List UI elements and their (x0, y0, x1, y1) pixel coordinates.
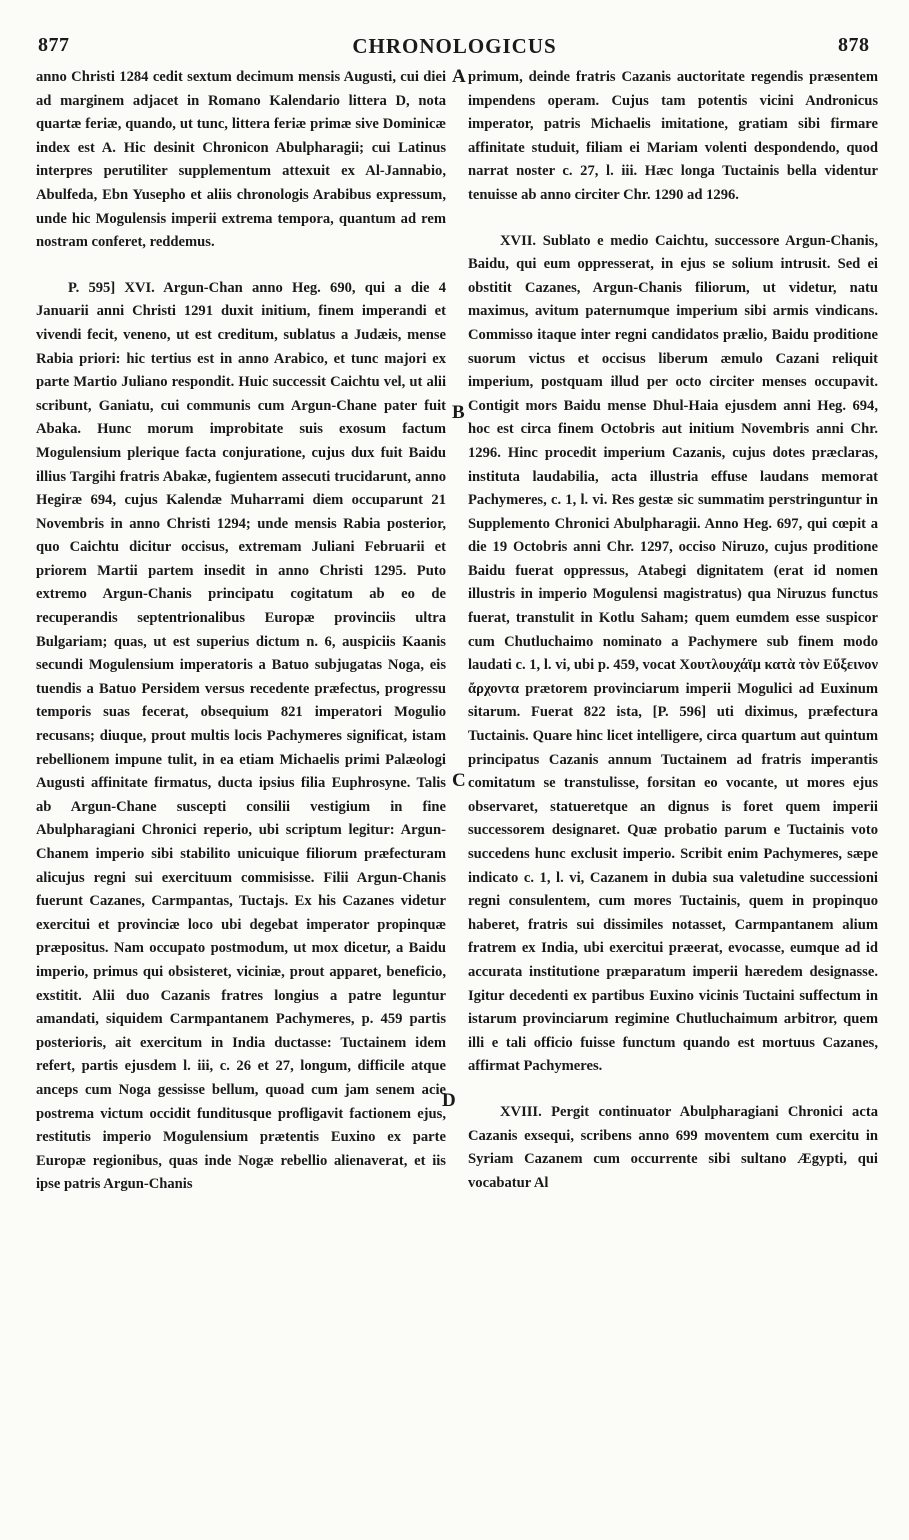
left-paragraph-2: P. 595] XVI. Argun-Chan anno Heg. 690, qui a die 4 Januarii anni Christi 1291 duxit initium, finem imperandi et vivendi fecit, veneno, ut est creditum, sublatus a Judæis, mense Rabia priori: hic tertius est in anno Arabico, et tunc majori ex parte Martio Juliano respondit. Huic successit Caichtu vel, ut alii scribunt, Ganiatu, cui communis cum Argun-Chane pater fuit Abaka. Hunc morum improbitate suis exosum factum Mogulensium plerique facta conjuratione, cujus dux fuit Baidu illius Targihi fratris Abakæ, fugientem assecuti trucidarunt, anno Hegiræ 694, cujus Kalendæ Muharrami diem occuparunt 21 Novembris in anno Christi 1294; unde mensis Rabia posterior, quo Caichtu dicitur occisus, extremam Juliani Februarii et priorem Martii partem insedit in anno Christi 1295. Puto extremo Argun-Chanis principatu cogitatum ab eo de recuperandis septentrionalibus Europæ provinciis ultra Bulgariam; quas, ut est superius dictum n. 6, auspiciis Kaanis secundi Mogulensium imperatoris a Batuo subjugatas Noga, eis tuendis a Batuo Persidem versus recedente præfectus, progressu temporis suas fecerat, obsequium 821 imperatori Mogulio recusans; diuque, prout multis locis Pachymeres significat, istam rebellionem impune tulit, in ea etiam Michaelis primi Palæologi Augusti affinitate firmatus, ducta ipsius filia Euphrosyne. Talis ab Argun-Chane suscepti consilii vestigium in fine Abulpharagiani Chronici reperio, ubi scriptum legitur: Argun-Chanem imperio sibi stabilito unicuique filiorum præfecturam alicujus regni sui exercituum commisisse. Filii Argun-Chanis fuerunt Cazanes, Carmpantas, Tuctajs. Ex his Cazanes videtur exercitui et provinciæ loco ubi degebat imperator propinquæ præpositus. Nam occupato postmodum, ut mox dicetur, a Baidu imperio, primus qui obsisteret, viciniæ, prout apparet, beneficio, exstitit. Alii duo Cazanis fratres longius a patre leguntur amandati, siquidem Carmpantanem Pachymeres, p. 459 partis posterioris, ait exercitum in India ductasse: Tuctainem idem refert, partis ejusdem l. iii, c. 26 et 27, longum, difficile atque anceps cum Noga gessisse bellum, quoad cum jam senem acie postrema victum occidit funditusque profligavit factionem ejus, restitutis imperio Mogulensium prætentis Euxino ex parte Europæ regionibus, quas inde Nogæ rebellio alienaverat, et iis ipse patris Argun-Chanis (36, 279, 446, 1193)
paragraph-spacer (468, 1079, 878, 1101)
paragraph-spacer (36, 255, 446, 277)
page-number-left: 877 (38, 34, 70, 56)
right-paragraph-2: XVII. Sublato e medio Caichtu, successore Argun-Chanis, Baidu, qui eum oppresserat, in ejus se solium intrusit. Sed ei obstitit Cazanes, Argun-Chanis filiorum, ut videtur, natu maximus, avitum paternumque imperium sibi armis vindicans. Commisso itaque inter regni candidatos prælio, Baidu proditione suorum victus et occisus liberum æmulo Cazani reliquit imperium, postquam illud per octo circiter menses occupavit. Contigit mors Baidu mense Dhul-Haia ejusdem anni Heg. 694, hoc est circa finem Octobris aut initium Novembris anni Chr. 1296. Hinc procedit imperium Cazanis, cujus dotes præclaras, instituta laudabilia, acta illustria effuse laudans memorat Pachymeres, c. 1, l. vi. Res gestæ sic summatim perstringuntur in Supplemento Chronici Abulpharagii. Anno Heg. 697, qui cœpit a die 19 Octobris anni Chr. 1297, occiso Niruzo, cujus proditione Baidu fuerat oppressus, Atabegi dignitatem (erat id nomen illustris in imperio Mogulensi magistratus) qua Niruzus functus fuerat, transtulit in Kotlu Saham; quem eumdem esse suspicor cum Chutluchaimo nominato a Pachymere sub finem modo laudati c. 1, l. vi, ubi p. 459, vocat Χουτλουχάϊμ κατὰ τὸν Εὔξεινον ἄρχοντα prætorem provinciarum imperii Mogulici ad Euxinum sitarum. Fuerat 822 ista, [P. 596] uti diximus, præfectura Tuctainis. Quare hinc licet intelligere, circa quartum aut quintum principatus Cazanis annum Tuctainem ad fratris imperantis comitatum se transtulisse, forsitan eo vocante, ut mores ejus observaret, statueretque an dignus is foret quem imperii successorem designaret. Quæ probatio parum e Tuctainis voto succedens hunc exclusit imperio. Scribit enim Pachymeres, sæpe indicato c. 1, l. vi, Cazanem in dubia sua valetudine successioni regni consulentem, cum mores Tuctainis, quem in propinquo haberet, fratris sui dissimiles notasset, Carmpantanem alium fratrem ex India, ubi exercitui præerat, evocasse, eumque ad id accurata institutione præparatum imperii hæredem designasse. Igitur decedenti ex partibus Euxino vicinis Tuctaini suffectum in istarum provinciarum regimine Chutluchaimum arbitror, quem illi e tali officio fuisse functum quando est mortuus Cazanes, affirmat Pachymeres. (468, 232, 878, 1075)
margin-letter-d: D (442, 1090, 456, 1111)
paragraph-spacer (468, 208, 878, 230)
page-number-right: 878 (838, 34, 870, 56)
left-column (36, 66, 446, 1197)
right-paragraph-3: XVIII. Pergit continuator Abulpharagiani Chronici acta Cazanis exsequi, scribens anno 699 moventem cum exercitu in Syriam Cazanem cum occurrente sibi sultano Ægypti, qui vocabatur Al (468, 1103, 878, 1191)
margin-letter-c: C (452, 770, 466, 791)
right-column (468, 66, 878, 1195)
margin-letter-a: A (452, 66, 466, 87)
running-title: CHRONOLOGICUS (352, 34, 557, 58)
margin-letter-b: B (452, 402, 465, 423)
right-paragraph-1: primum, deinde fratris Cazanis auctoritate regendis præsentem impendens operam. Cujus tam potentis vicini Andronicus imperator, patris Michaelis imitatione, gratiam sibi firmare affinitate studuit, filiam ei Mariam volenti despondendo, quod narrat noster c. 27, l. iii. Hæc longa Tuctainis bella videntur tenuisse ab anno circiter Chr. 1290 ad 1296. (468, 69, 878, 203)
left-paragraph-1: anno Christi 1284 cedit sextum decimum mensis Augusti, cui diei ad marginem adjacet in Romano Kalendario littera D, nota quartæ feriæ, quando, ut tunc, littera feriæ primæ sive Dominicæ index est A. Hic desinit Chronicon Abulpharagii; cui Latinus interpres perutiliter supplementum attexuit ex Al-Jannabio, Abulfeda, Ebn Yusepho et aliis chronologis Arabibus expressum, unde hic Mogulensis imperii extrema tempora, quantum ad rem nostram conferet, reddemus. (36, 69, 446, 251)
page-header (0, 30, 909, 64)
